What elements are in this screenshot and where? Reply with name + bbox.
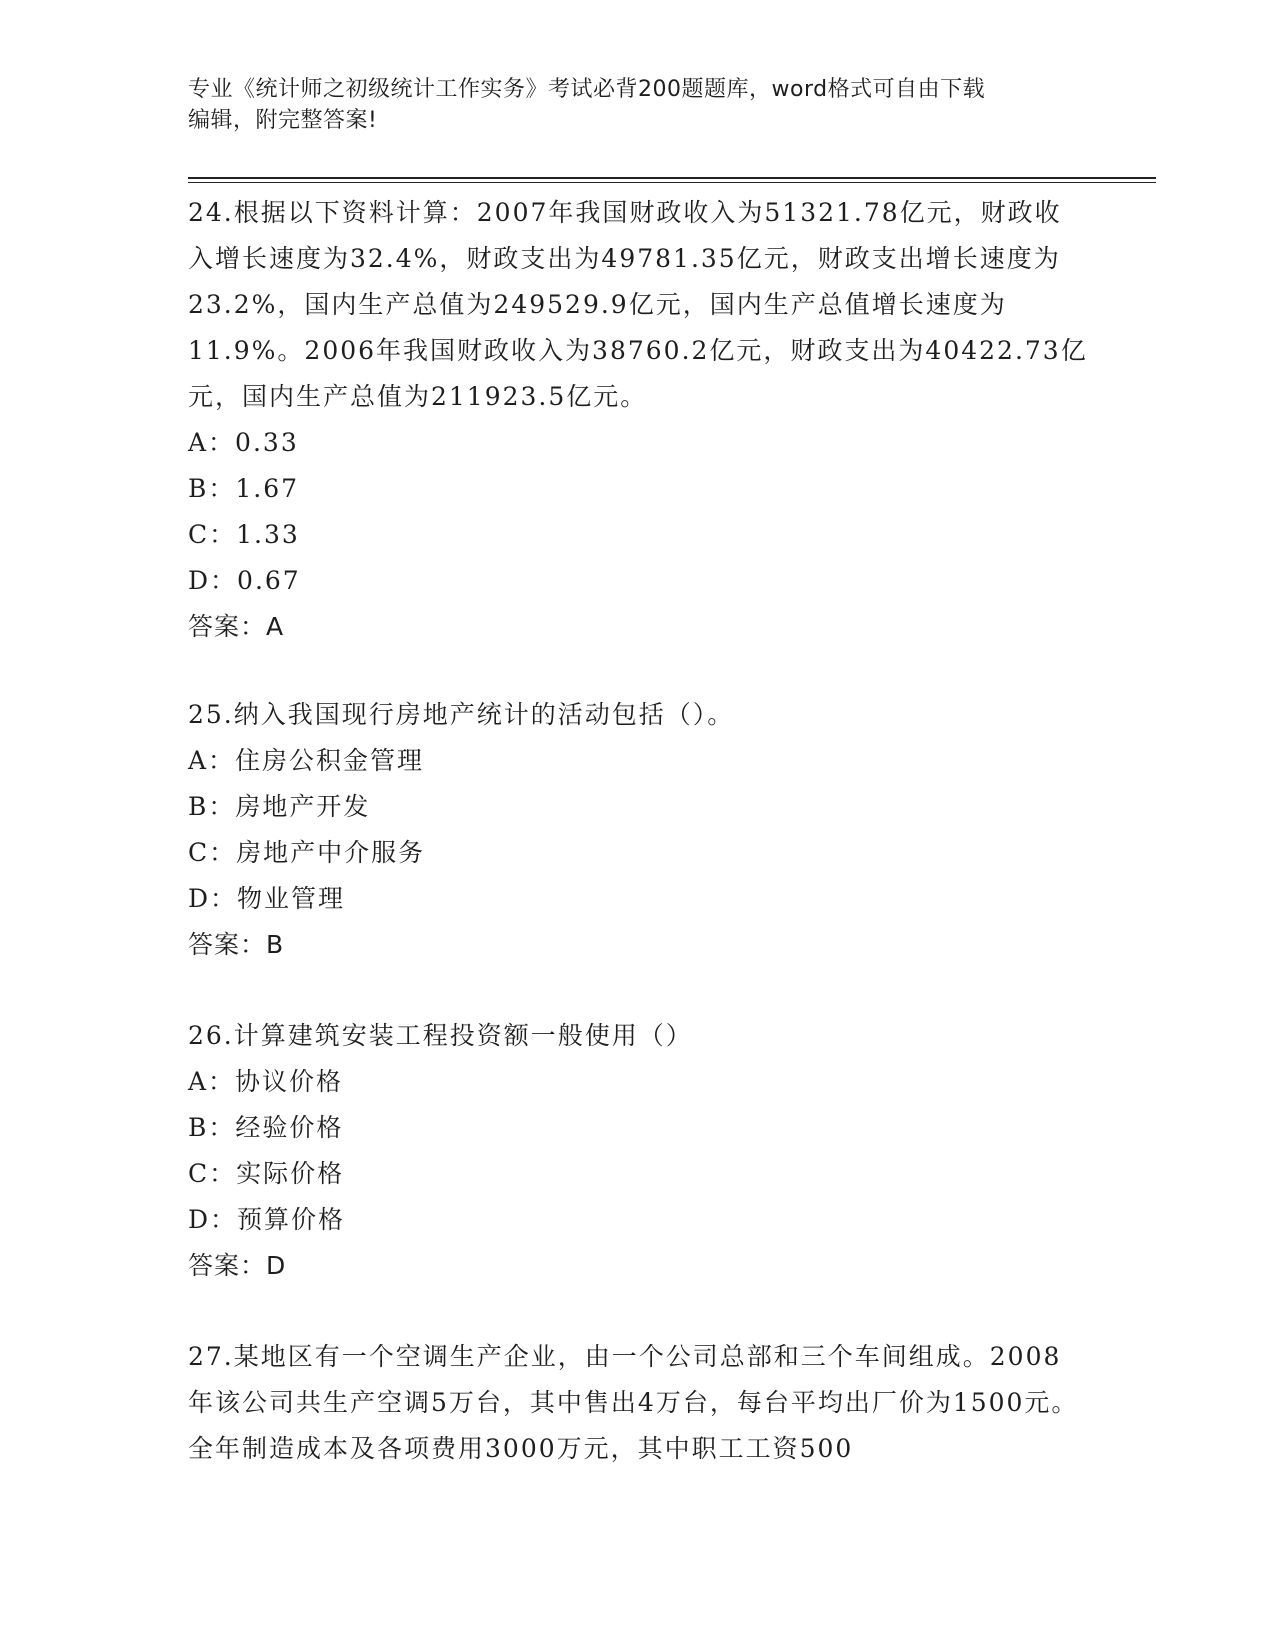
question-26 (188, 1013, 1088, 1289)
answer: 答案：D (188, 1251, 287, 1280)
question-27 (188, 1334, 1088, 1472)
option-b: B：经验价格 (188, 1113, 344, 1142)
option-c: C：1.33 (188, 520, 300, 549)
question-stem: 26.计算建筑安装工程投资额一般使用（） (188, 1021, 693, 1050)
header-line-2: 编辑，附完整答案! (188, 108, 378, 133)
option-c: C：房地产中介服务 (188, 838, 426, 867)
option-b: B：1.67 (188, 474, 300, 503)
option-a: A：0.33 (188, 428, 299, 457)
document-header (188, 74, 1088, 136)
option-a: A：协议价格 (188, 1067, 344, 1096)
question-stem: 25.纳入我国现行房地产统计的活动包括（）。 (188, 700, 735, 729)
answer: 答案：A (188, 612, 285, 641)
question-stem: 24.根据以下资料计算：2007年我国财政收入为51321.78亿元，财政收入增长速度为32.4%，财政支出为49781.35亿元，财政支出增长速度为23.2%，国内生产总值为249529.9亿元，国内生产总值增长速度为11.9%。2006年我国财政收入为38760.2亿元，财政支出为40422.73亿元，国内生产总值为211923.5亿元。 (188, 198, 1088, 411)
header-divider-thin (188, 182, 1156, 183)
question-25 (188, 692, 1088, 968)
header-line-1: 专业《统计师之初级统计工作实务》考试必背200题题库，word格式可自由下载 (188, 77, 986, 102)
question-24 (188, 190, 1088, 650)
option-d: D：物业管理 (188, 884, 346, 913)
answer: 答案：B (188, 930, 285, 959)
option-d: D：0.67 (188, 566, 301, 595)
option-b: B：房地产开发 (188, 792, 371, 821)
option-a: A：住房公积金管理 (188, 746, 425, 775)
option-d: D：预算价格 (188, 1205, 346, 1234)
question-stem: 27.某地区有一个空调生产企业，由一个公司总部和三个车间组成。2008年该公司共生产空调5万台，其中售出4万台，每台平均出厂价为1500元。全年制造成本及各项费用3000万元，其中职工工资500 (188, 1342, 1079, 1463)
option-c: C：实际价格 (188, 1159, 345, 1188)
header-divider-thick (188, 177, 1156, 179)
